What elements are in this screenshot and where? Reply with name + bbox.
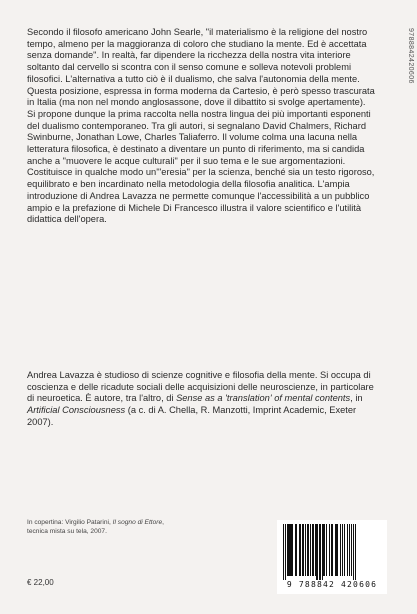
- barcode-stripe: [355, 524, 356, 580]
- author-bio-book-title: Artificial Consciousness: [27, 405, 126, 416]
- author-bio-mid: , in: [350, 393, 363, 404]
- cover-credit-suffix: ,: [162, 519, 164, 526]
- cover-credit-prefix: In copertina: Virgilio Patarini,: [27, 519, 113, 526]
- author-bio: [27, 370, 377, 429]
- author-bio-work-title: Sense as a 'translation' of mental contents: [176, 393, 351, 404]
- blurb-paragraph: Secondo il filosofo americano John Searle, "il materialismo è la religione del nostro tempo, almeno per la maggioranza di coloro che studiano la mente. Ed è accettata senza domande". In realtà, far dipendere la ricchezza della nostra vita interiore soltanto dal cervello si scontra con il senso comune e solleva notevoli problemi filosofici. L'alternativa a tutto ciò è il dualismo, che salva l'autonomia della mente. Questa posizione, espressa in forma moderna da Cartesio, è però spesso trascurata in Italia (ma non nel mondo anglosassone, dove il dibattito si svolge apertamente). Si propone dunque la prima raccolta nella nostra lingua dei più importanti esponenti del dualismo contemporaneo. Tra gli autori, si segnalano David Chalmers, Richard Swinburne, Jonathan Lowe, Charles Taliaferro. Il volume colma una lacuna nella letteratura filosofica, è destinato a diventare un punto di riferimento, ma si candida anche a "muovere le acque culturali" per il suo tema e le sue argomentazioni. Costituisce in qualche modo un'"eresia" per la scienza, benché sia un testo rigoroso, equilibrato e ben incardinato nella metodologia della filosofia analitica. L'ampia introduzione di Andrea Lavazza ne permette comunque l'accessibilità a un pubblico ampio e la prefazione di Michele Di Francesco illustra il valore scientifico e l'utilità didattica dell'opera.: [27, 27, 375, 225]
- barcode-bars-graphic: [283, 524, 383, 580]
- vertical-isbn: 9788842420606: [407, 28, 414, 84]
- author-bio-tail: (a c. di A. Chella, R. Manzotti, Imprint Academic, Exeter 2007).: [27, 405, 357, 427]
- barcode: [277, 520, 387, 594]
- cover-blurb: [27, 27, 376, 226]
- cover-credit: [27, 518, 227, 536]
- price-label: € 22,00: [27, 578, 54, 587]
- barcode-number: 9 788842 420606: [286, 580, 378, 589]
- cover-credit-technique: tecnica mista su tela, 2007.: [27, 528, 107, 535]
- cover-credit-artwork-title: Il sogno di Ettore: [112, 519, 163, 526]
- author-bio-intro: Andrea Lavazza è studioso di scienze cognitive e filosofia della mente. Si occupa di coscienza e delle ricadute sociali delle acquisizioni delle neuroscienze, in particolare di neuroetica. È autore, tra l'altro, di: [27, 370, 374, 404]
